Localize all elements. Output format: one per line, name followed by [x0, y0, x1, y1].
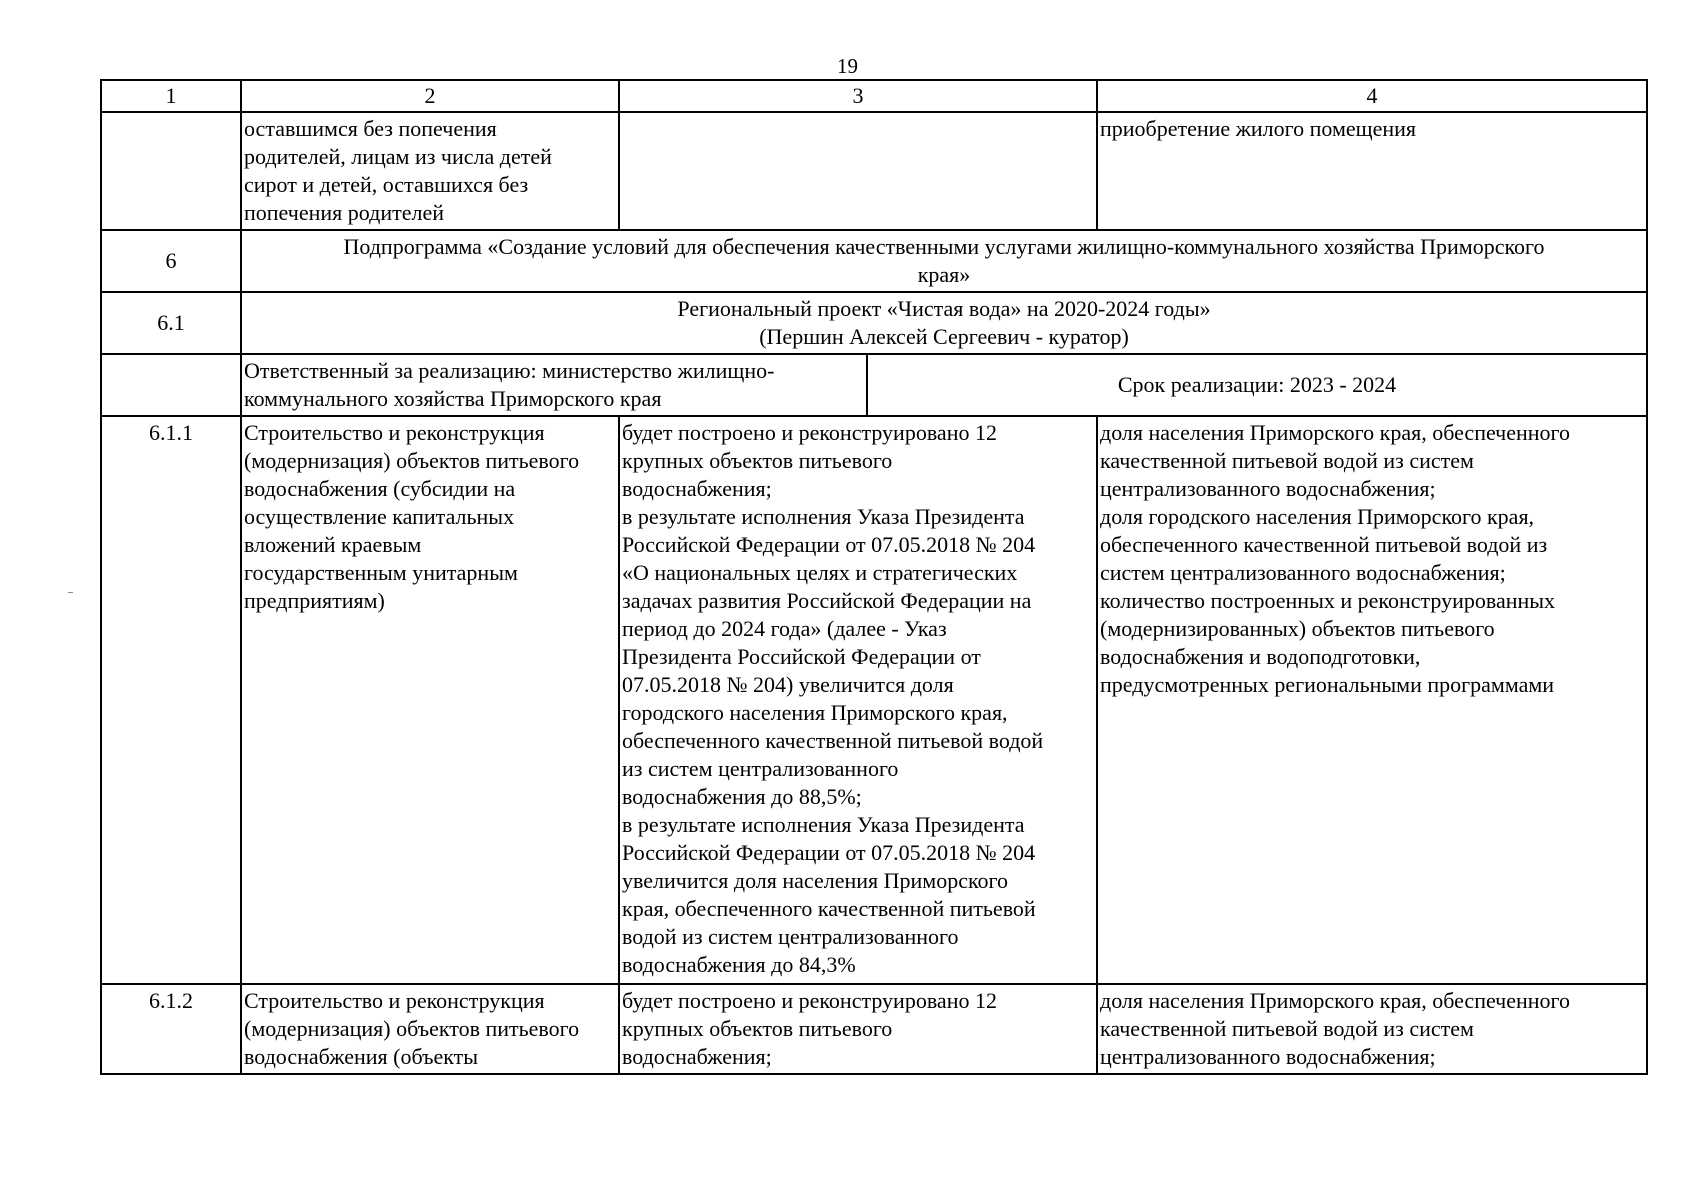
- text-line: централизованного водоснабжения;: [1100, 1044, 1436, 1069]
- text-line: в результате исполнения Указа Президента: [622, 504, 1025, 529]
- page-number: 19: [837, 54, 858, 78]
- text-line: систем централизованного водоснабжения;: [1100, 560, 1506, 585]
- cell-continuation-text: [241, 112, 619, 230]
- text-line: централизованного водоснабжения;: [1100, 476, 1436, 501]
- table-row-continuation: [101, 112, 1647, 230]
- text-line: обеспеченного качественной питьевой водой: [622, 728, 1044, 753]
- cell-subprogram-number: 6: [101, 230, 241, 292]
- cell-num-empty: [101, 112, 241, 230]
- text-line: приобретение жилого помещения: [1100, 116, 1417, 141]
- table-row-6-1-2: [101, 984, 1647, 1074]
- header-col-2: 2: [241, 80, 619, 112]
- text-line: попечения родителей: [244, 200, 444, 225]
- text-line: родителей, лицам из числа детей: [244, 144, 552, 169]
- cell-result: [619, 984, 1097, 1074]
- text-line: водоснабжения и водоподготовки,: [1100, 644, 1421, 669]
- text-line: предусмотренных региональными программами: [1100, 672, 1555, 697]
- text-line: (модернизированных) объектов питьевого: [1100, 616, 1495, 641]
- cell-subprogram-title: [241, 230, 1647, 292]
- text-line: Строительство и реконструкция: [244, 988, 545, 1013]
- text-line: обеспеченного качественной питьевой водой из: [1100, 532, 1548, 557]
- text-line: осуществление капитальных: [244, 504, 515, 529]
- scan-mark: [68, 592, 73, 593]
- text-line: доля населения Приморского края, обеспеченного: [1100, 988, 1571, 1013]
- cell-responsible-term: [241, 354, 1647, 416]
- text-line: водой из систем централизованного: [622, 924, 959, 949]
- table-row-subprogram: [101, 230, 1647, 292]
- cell-row-number: 6.1.2: [101, 984, 241, 1074]
- text-line: городского населения Приморского края,: [622, 700, 1008, 725]
- responsible-text: [242, 355, 868, 415]
- cell-activity: [241, 416, 619, 984]
- text-line: качественной питьевой водой из систем: [1100, 448, 1474, 473]
- cell-num-empty: [101, 354, 241, 416]
- text-line: сирот и детей, оставшихся без: [244, 172, 529, 197]
- text-line: водоснабжения (субсидии на: [244, 476, 516, 501]
- text-line: «О национальных целях и стратегических: [622, 560, 1018, 585]
- text-line: вложений краевым: [244, 532, 422, 557]
- table-row-project: [101, 292, 1647, 354]
- table-row-responsible: [101, 354, 1647, 416]
- text-line: коммунального хозяйства Приморского края: [244, 386, 662, 411]
- text-line: задачах развития Российской Федерации на: [622, 588, 1032, 613]
- cell-indicator: [1097, 984, 1647, 1074]
- text-line: Подпрограмма «Создание условий для обеспечения качественными услугами жилищно-коммунального хозяйства Приморского: [343, 234, 1545, 259]
- header-col-4: 4: [1097, 80, 1647, 112]
- cell-indicator: [1097, 416, 1647, 984]
- text-line: Российской Федерации от 07.05.2018 № 204: [622, 532, 1036, 557]
- cell-activity: [241, 984, 619, 1074]
- header-col-3: 3: [619, 80, 1097, 112]
- text-line: Президента Российской Федерации от: [622, 644, 981, 669]
- text-line: предприятиям): [244, 588, 385, 613]
- text-line: Строительство и реконструкция: [244, 420, 545, 445]
- text-line: будет построено и реконструировано 12: [622, 420, 997, 445]
- text-line: качественной питьевой водой из систем: [1100, 1016, 1474, 1041]
- text-line: (модернизация) объектов питьевого: [244, 1016, 580, 1041]
- text-line: края»: [917, 262, 971, 287]
- text-line: количество построенных и реконструированных: [1100, 588, 1556, 613]
- text-line: Российской Федерации от 07.05.2018 № 204: [622, 840, 1036, 865]
- cell-continuation-indicator: [1097, 112, 1647, 230]
- text-line: увеличится доля населения Приморского: [622, 868, 1009, 893]
- text-line: водоснабжения;: [622, 1044, 772, 1069]
- header-col-1: 1: [101, 80, 241, 112]
- text-line: (Першин Алексей Сергеевич - куратор): [759, 324, 1129, 349]
- text-line: в результате исполнения Указа Президента: [622, 812, 1025, 837]
- table-header-row: [101, 80, 1647, 112]
- table-row-6-1-1: [101, 416, 1647, 984]
- text-line: водоснабжения до 84,3%: [622, 952, 856, 977]
- text-line: будет построено и реконструировано 12: [622, 988, 997, 1013]
- text-line: края, обеспеченного качественной питьевой: [622, 896, 1036, 921]
- text-line: крупных объектов питьевого: [622, 1016, 893, 1041]
- text-line: период до 2024 года» (далее - Указ: [622, 616, 947, 641]
- text-line: из систем централизованного: [622, 756, 899, 781]
- text-line: доля населения Приморского края, обеспеченного: [1100, 420, 1571, 445]
- cell-project-title: [241, 292, 1647, 354]
- term-text: Срок реализации: 2023 - 2024: [1117, 372, 1397, 397]
- cell-result: [619, 416, 1097, 984]
- text-line: (модернизация) объектов питьевого: [244, 448, 580, 473]
- text-line: водоснабжения (объекты: [244, 1044, 479, 1069]
- text-line: 07.05.2018 № 204) увеличится доля: [622, 672, 954, 697]
- program-table: [100, 79, 1648, 1075]
- cell-row-number: 6.1.1: [101, 416, 241, 984]
- text-line: оставшимся без попечения: [244, 116, 497, 141]
- text-line: Ответственный за реализацию: министерство жилищно-: [244, 358, 775, 383]
- text-line: доля городского населения Приморского края,: [1100, 504, 1535, 529]
- cell-project-number: 6.1: [101, 292, 241, 354]
- text-line: водоснабжения до 88,5%;: [622, 784, 862, 809]
- text-line: крупных объектов питьевого: [622, 448, 893, 473]
- text-line: государственным унитарным: [244, 560, 518, 585]
- cell-empty: [619, 112, 1097, 230]
- text-line: Региональный проект «Чистая вода» на 2020-2024 годы»: [677, 296, 1211, 321]
- text-line: водоснабжения;: [622, 476, 772, 501]
